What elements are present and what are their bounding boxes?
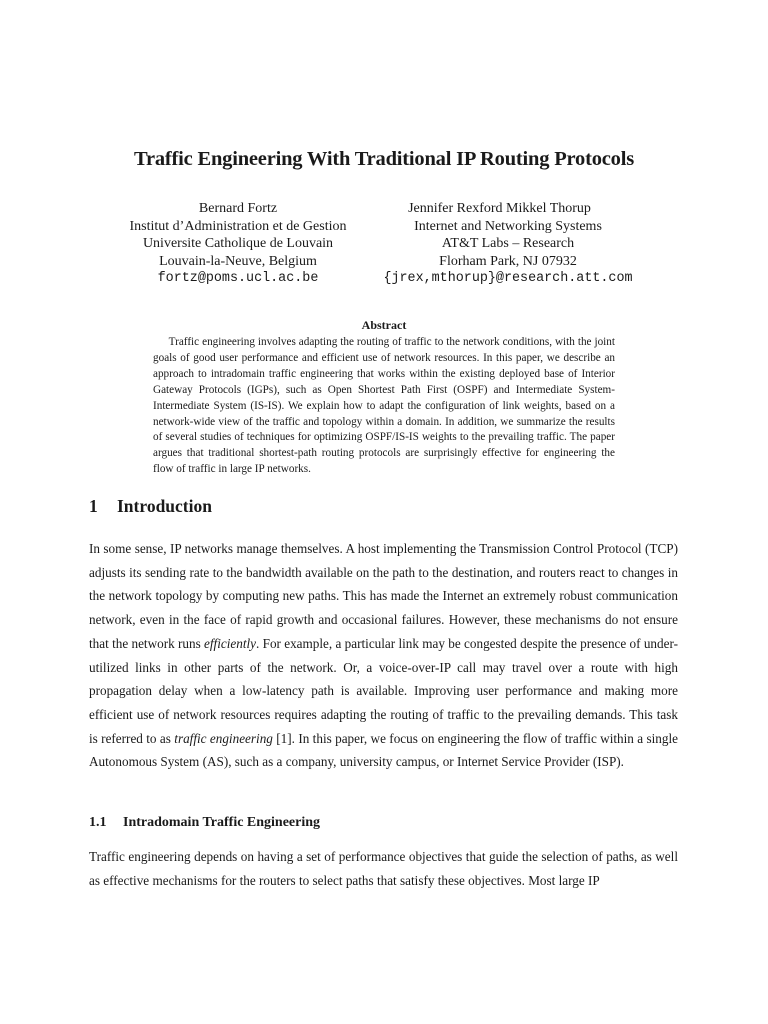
author-name: Bernard Fortz: [198, 201, 278, 216]
author-affiliation: Universite Catholique de Louvain: [142, 236, 334, 252]
author-affiliation: Internet and Networking Systems: [414, 218, 602, 234]
paper-title: Traffic Engineering With Traditional IP Routing Protocols: [134, 148, 634, 170]
section-heading: [89, 496, 212, 517]
body-paragraph: Traffic engineering depends on having a set of performance objectives that guide the selection of paths, as well as effective mechanisms for the routers to select paths that satisfy these objectives. Most large IP: [89, 849, 678, 888]
abstract-text: Traffic engineering involves adapting the routing of traffic to the network conditions, with the joint goals of good user performance and efficient use of network resources. In this paper, we describe an approach to intradomain traffic engineering that works within the existing deployed base of Interior Gateway Protocols (IGPs), such as Open Shortest Path First (OSPF) and Intermediate System-Intermediate System (IS-IS). We explain how to adapt the configuration of link weights, based on a network-wide view of the traffic and topology within a domain. In addition, we summarize the results of several studies of techniques for optimizing OSPF/IS-IS weights to the prevailing traffic. The paper argues that traditional shortest-path routing protocols are surprisingly effective for engineering the flow of traffic in large IP networks.: [153, 336, 615, 476]
author-block-right: [366, 200, 650, 288]
author-email: {jrex,mthorup}@research.att.com: [383, 271, 633, 287]
author-affiliation: Institut d’Administration et de Gestion: [129, 218, 347, 234]
author-affiliation: AT&T Labs – Research: [441, 236, 575, 252]
paragraph-text: In some sense, IP networks manage themselves. A host implementing the Transmission Control Protocol (TCP) adjusts its sending rate to the bandwidth available on the path to the destination, and routers react to changes in the network topology by computing new paths. This has made the Internet an extremely robust communication network, even in the face of rapid growth and occasional failures. However, these mechanisms do not ensure that the network runs: [89, 541, 678, 651]
author-address: Florham Park, NJ 07932: [439, 253, 577, 269]
section-title: Introduction: [117, 496, 212, 516]
abstract-heading: Abstract: [361, 318, 407, 332]
subsection-title: Intradomain Traffic Engineering: [123, 815, 321, 830]
paragraph-text: [1]. In this paper, we focus on engineering the flow of traffic within a single Autonomous System (AS), such as a company, university campus, or Internet Service Provider (ISP).: [89, 730, 678, 770]
section-number: 1: [89, 496, 98, 516]
author-name: Mikkel Thorup: [506, 201, 591, 216]
paragraph-text: . For example, a particular link may be congested despite the presence of under-utilized links in other parts of the network. Or, a voice-over-IP call may travel over a route with high propagation delay when a low-latency path is available. Improving user performance and making more efficient use of network resources requires adapting the routing of traffic to the prevailing demands. This task is referred to as: [89, 635, 678, 746]
author-address: Louvain-la-Neuve, Belgium: [159, 253, 317, 269]
author-block-left: [118, 200, 358, 288]
body-paragraph: [89, 537, 678, 774]
author-email: fortz@poms.ucl.ac.be: [157, 271, 319, 287]
author-name: Jennifer Rexford: [408, 201, 503, 216]
subsection-heading: [89, 815, 320, 831]
emphasized-text: efficiently: [204, 635, 257, 651]
emphasized-text: traffic engineering: [174, 730, 273, 746]
subsection-number: 1.1: [89, 815, 107, 830]
author-names-row: [366, 200, 650, 218]
